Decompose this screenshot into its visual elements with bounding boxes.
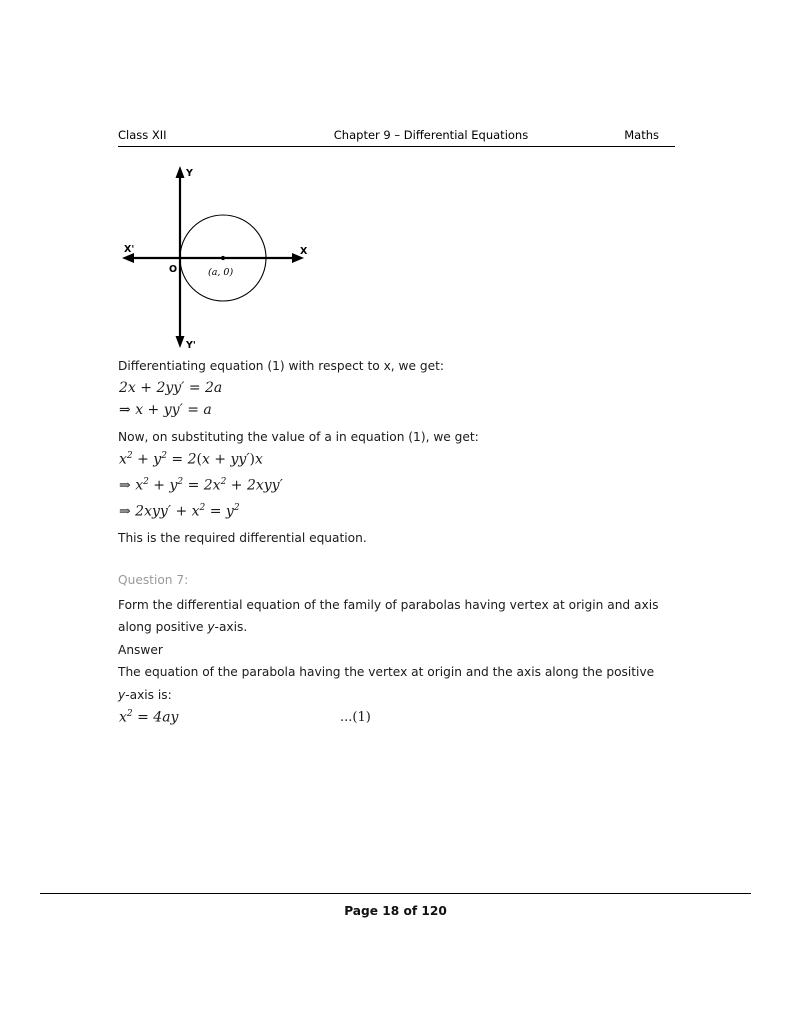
answer-line1: The equation of the parabola having the vertex at origin and the axis along the positive <box>118 665 655 679</box>
answer-label: Answer <box>118 643 163 657</box>
svg-text:Y': Y' <box>186 340 196 351</box>
paragraph-required-de: This is the required differential equation. <box>118 531 367 545</box>
page-number: Page 18 of 120 <box>344 904 447 918</box>
header-class-label: Class XII <box>118 128 167 142</box>
equation-x2-y2-2x2-2xyy: ⇒ $x^2 + y^2 = 2x^2 + 2xyy'$ <box>119 477 283 494</box>
question-text-line2: along positive y-axis. <box>118 620 248 634</box>
header-divider <box>118 146 675 147</box>
svg-text:X: X <box>300 246 308 257</box>
svg-text:Y: Y <box>186 168 193 179</box>
circle-diagram <box>118 160 348 350</box>
equation-x2-y2-2xyy-x: $x^2 + y^2 = 2(x + yy')x$ <box>119 451 263 468</box>
footer-divider <box>40 893 751 894</box>
header-chapter-title: Chapter 9 – Differential Equations <box>333 128 529 142</box>
page-header <box>118 128 675 142</box>
paragraph-substituting: Now, on substituting the value of a in equation (1), we get: <box>118 430 479 444</box>
header-subject-label: Maths <box>624 128 659 142</box>
paragraph-differentiating: Differentiating equation (1) with respect to x, we get: <box>118 359 444 373</box>
svg-text:X': X' <box>124 244 135 255</box>
question-text-line1: Form the differential equation of the family of parabolas having vertex at origin and axis <box>118 598 659 612</box>
svg-text:(a, 0): (a, 0) <box>208 267 234 278</box>
equation-2x-2yy-2a: 2x + 2yy′ = 2a <box>119 380 223 396</box>
equation-reference-1: ...(1) <box>340 710 371 725</box>
equation-x2-4ay: $x^2 = 4ay$ <box>119 709 179 726</box>
answer-line2: y-axis is: <box>118 688 172 702</box>
equation-x-yy-a: ⇒ x + yy′ = a <box>119 402 212 418</box>
equation-2xyy-x2-y2: ⇒ $2xyy' + x^2 = y^2$ <box>119 503 240 520</box>
svg-text:O: O <box>169 264 178 275</box>
question-number: Question 7: <box>118 573 189 587</box>
